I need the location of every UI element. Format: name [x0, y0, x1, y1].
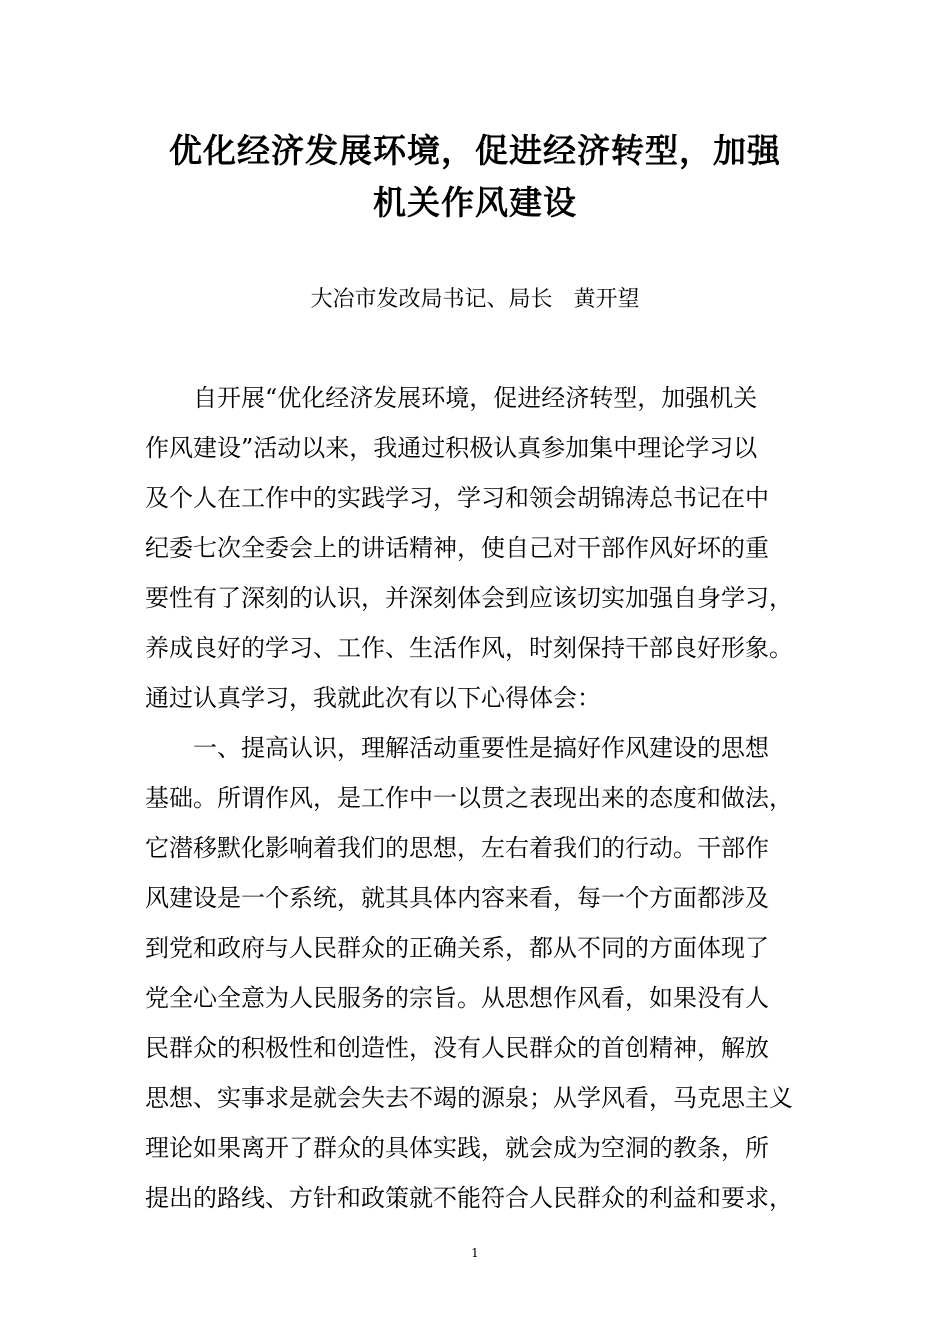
body-line: 提出的路线、方针和政策就不能符合人民群众的利益和要求， [145, 1184, 793, 1212]
body-line: 理论如果离开了群众的具体实践，就会成为空洞的教条，所 [145, 1134, 769, 1162]
body-line: 作风建设”活动以来，我通过积极认真参加集中理论学习以 [145, 434, 758, 462]
body-line: 民群众的积极性和创造性，没有人民群众的首创精神，解放 [145, 1034, 769, 1062]
body-line: 通过认真学习，我就此次有以下心得体会： [145, 684, 601, 712]
body-line: 及个人在工作中的实践学习，学习和领会胡锦涛总书记在中 [145, 484, 769, 512]
body-line: 养成良好的学习、工作、生活作风，时刻保持干部良好形象。 [145, 634, 793, 662]
document-title-line-2: 机关作风建设 [373, 183, 577, 222]
body-line: 它潜移默化影响着我们的思想，左右着我们的行动。干部作 [145, 834, 769, 862]
body-line: 纪委七次全委会上的讲话精神，使自己对干部作风好坏的重 [145, 534, 769, 562]
page-number: 1 [471, 1246, 479, 1260]
body-line: 基础。所谓作风，是工作中一以贯之表现出来的态度和做法， [145, 784, 793, 812]
body-line: 到党和政府与人民群众的正确关系，都从不同的方面体现了 [145, 934, 769, 962]
body-line: 一、提高认识，理解活动重要性是搞好作风建设的思想 [193, 734, 769, 762]
body-line: 要性有了深刻的认识，并深刻体会到应该切实加强自身学习， [145, 584, 793, 612]
document-title-line-1: 优化经济发展环境，促进经济转型，加强 [169, 131, 781, 170]
body-line: 自开展“优化经济发展环境，促进经济转型，加强机关 [193, 384, 758, 412]
body-line: 思想、实事求是就会失去不竭的源泉；从学风看，马克思主义 [145, 1084, 793, 1112]
body-line: 党全心全意为人民服务的宗旨。从思想作风看，如果没有人 [145, 984, 769, 1012]
body-line: 风建设是一个系统，就其具体内容来看，每一个方面都涉及 [145, 884, 769, 912]
author-byline: 大冶市发改局书记、局长 黄开望 [310, 287, 640, 312]
